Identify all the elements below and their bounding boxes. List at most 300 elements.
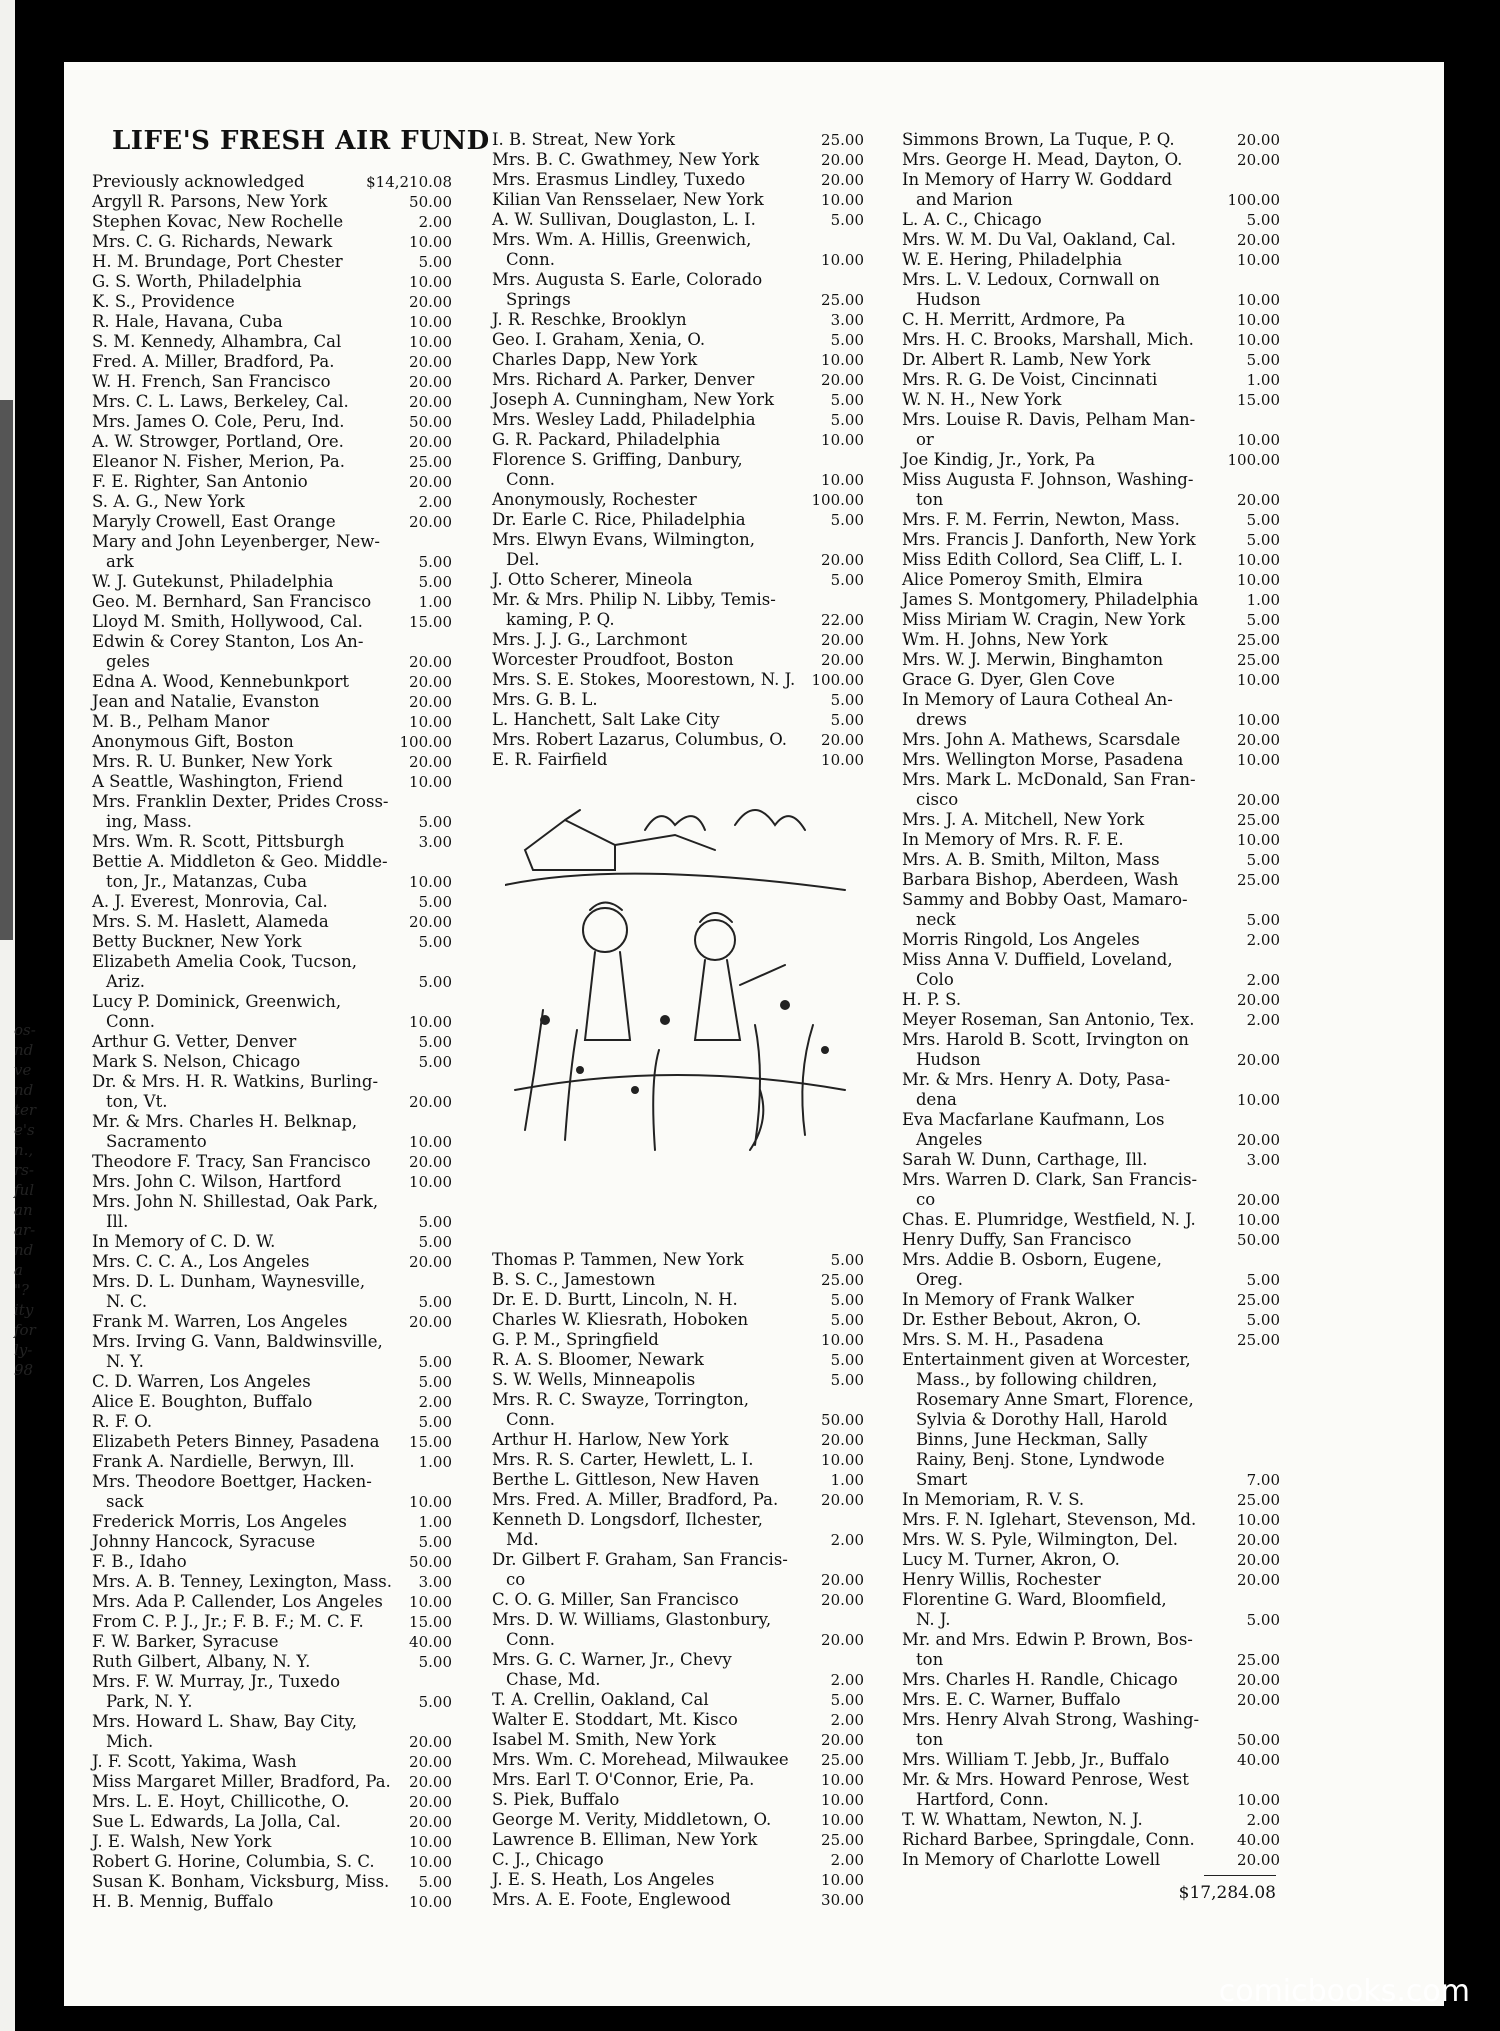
donation-amount: 5.00 — [1246, 1271, 1280, 1289]
donation-amount: 10.00 — [821, 251, 864, 269]
donation-amount: 20.00 — [1237, 231, 1280, 249]
donor-name: Mrs. Howard L. Shaw, Bay City, — [92, 1712, 358, 1731]
donation-amount: 2.00 — [1246, 971, 1280, 989]
donor-name: ton, Jr., Matanzas, Cuba — [106, 872, 308, 891]
donation-amount: 5.00 — [830, 711, 864, 729]
donor-row — [92, 1392, 452, 1412]
donor-row — [92, 192, 452, 212]
donor-name: Mrs. Ada P. Callender, Los Angeles — [92, 1592, 383, 1611]
donor-name: Mrs. Franklin Dexter, Prides Cross- — [92, 792, 389, 811]
donor-row — [492, 590, 864, 610]
donor-name: H. P. S. — [902, 990, 962, 1009]
donor-name: G. P. M., Springfield — [492, 1330, 659, 1349]
donor-name: Conn. — [506, 250, 556, 269]
donor-row — [92, 1672, 452, 1692]
donor-row — [492, 190, 864, 210]
donor-name: Hudson — [916, 290, 981, 309]
donor-row — [492, 1370, 864, 1390]
donation-amount: 30.00 — [821, 1891, 864, 1909]
donor-name: and Marion — [916, 190, 1013, 209]
donor-name: Walter E. Stoddart, Mt. Kisco — [492, 1710, 738, 1729]
donor-name: I. B. Streat, New York — [492, 130, 676, 149]
donor-row — [902, 910, 1280, 930]
donor-row — [902, 310, 1280, 330]
donor-row — [902, 890, 1280, 910]
donation-amount: 10.00 — [409, 1173, 452, 1191]
donor-name: Mrs. G. B. L. — [492, 690, 598, 709]
donation-amount: 5.00 — [1246, 211, 1280, 229]
donation-amount: 5.00 — [418, 1693, 452, 1711]
donation-amount: 10.00 — [409, 333, 452, 351]
donor-row — [92, 752, 452, 772]
donor-row — [92, 1172, 452, 1192]
donor-row — [492, 1530, 864, 1550]
donation-amount: 20.00 — [821, 1731, 864, 1749]
donation-amount: 5.00 — [1246, 351, 1280, 369]
donor-row — [92, 1352, 452, 1372]
adjacent-text-fragment: a — [14, 1261, 23, 1279]
donation-amount: 5.00 — [418, 813, 452, 831]
donation-amount: 50.00 — [409, 1553, 452, 1571]
donor-row — [92, 732, 452, 752]
donor-name: W. J. Gutekunst, Philadelphia — [92, 572, 334, 591]
donor-row — [492, 570, 864, 590]
adjacent-text-fragment: 98 — [14, 1361, 34, 1379]
donor-name: Chase, Md. — [506, 1670, 601, 1689]
donor-name: Sylvia & Dorothy Hall, Harold — [916, 1410, 1168, 1429]
donation-amount: 25.00 — [409, 453, 452, 471]
donor-name: Sacramento — [106, 1132, 207, 1151]
donor-name: A. W. Sullivan, Douglaston, L. I. — [492, 210, 756, 229]
donor-name: Mrs. W. M. Du Val, Oakland, Cal. — [902, 230, 1176, 249]
donor-name: Miss Augusta F. Johnson, Washing- — [902, 470, 1194, 489]
donor-name: Sue L. Edwards, La Jolla, Cal. — [92, 1812, 341, 1831]
donation-amount: 10.00 — [1237, 831, 1280, 849]
donor-name: Frederick Morris, Los Angeles — [92, 1512, 347, 1531]
donor-name: Mr. and Mrs. Edwin P. Brown, Bos- — [902, 1630, 1193, 1649]
donation-amount: 20.00 — [1237, 1051, 1280, 1069]
donation-amount: 20.00 — [821, 1591, 864, 1609]
donor-row — [902, 870, 1280, 890]
donor-row — [492, 1390, 864, 1410]
donor-name: Mrs. John C. Wilson, Hartford — [92, 1172, 342, 1191]
donation-amount: 10.00 — [1237, 1211, 1280, 1229]
donor-row — [902, 350, 1280, 370]
donor-row — [492, 350, 864, 370]
donor-name: Theodore F. Tracy, San Francisco — [92, 1152, 371, 1171]
donor-name: A. W. Strowger, Portland, Ore. — [92, 432, 344, 451]
donation-amount: 15.00 — [409, 613, 452, 631]
donation-amount: 5.00 — [830, 1311, 864, 1329]
donor-row — [902, 150, 1280, 170]
donor-row — [492, 1750, 864, 1770]
donation-amount: 20.00 — [821, 171, 864, 189]
donation-amount: 5.00 — [830, 411, 864, 429]
donation-amount: 10.00 — [1237, 1091, 1280, 1109]
donation-amount: 5.00 — [830, 1351, 864, 1369]
donor-row — [492, 1450, 864, 1470]
donation-amount: 2.00 — [830, 1711, 864, 1729]
donor-row — [492, 690, 864, 710]
donor-row — [492, 1690, 864, 1710]
donor-row — [902, 430, 1280, 450]
donor-name: R. F. O. — [92, 1412, 153, 1431]
donation-amount: 22.00 — [821, 611, 864, 629]
donation-amount: 5.00 — [1246, 531, 1280, 549]
donor-row — [902, 850, 1280, 870]
adjacent-text-fragment: ar- — [14, 1221, 36, 1239]
donor-name: N. C. — [106, 1292, 148, 1311]
donor-name: Mrs. F. N. Iglehart, Stevenson, Md. — [902, 1510, 1197, 1529]
donor-row — [902, 1810, 1280, 1830]
donor-name: neck — [916, 910, 956, 929]
donor-name: J. E. Walsh, New York — [92, 1832, 272, 1851]
donation-amount: 20.00 — [409, 473, 452, 491]
donor-name: Mrs. Wm. R. Scott, Pittsburgh — [92, 832, 345, 851]
donor-name: Mark S. Nelson, Chicago — [92, 1052, 301, 1071]
donor-name: L. Hanchett, Salt Lake City — [492, 710, 720, 729]
donation-amount: 50.00 — [821, 1411, 864, 1429]
donation-amount: 20.00 — [1237, 1191, 1280, 1209]
donor-name: Mrs. H. C. Brooks, Marshall, Mich. — [902, 330, 1194, 349]
donor-name: F. E. Righter, San Antonio — [92, 472, 308, 491]
donation-amount: 100.00 — [811, 671, 864, 689]
donation-amount: 15.00 — [1237, 391, 1280, 409]
donation-amount: 3.00 — [1246, 1151, 1280, 1169]
donor-column-2-top — [492, 130, 864, 770]
donor-name: Barbara Bishop, Aberdeen, Wash — [902, 870, 1179, 889]
donor-column-2-bottom — [492, 1250, 864, 1910]
donor-name: Stephen Kovac, New Rochelle — [92, 212, 344, 231]
donor-name: Kenneth D. Longsdorf, Ilchester, — [492, 1510, 763, 1529]
donor-row — [902, 790, 1280, 810]
donor-row — [92, 472, 452, 492]
donor-name: Bettie A. Middleton & Geo. Middle- — [92, 852, 388, 871]
donation-amount: 10.00 — [409, 1593, 452, 1611]
donation-amount: 40.00 — [1237, 1831, 1280, 1849]
donor-name: Elizabeth Peters Binney, Pasadena — [92, 1432, 380, 1451]
donor-name: W. H. French, San Francisco — [92, 372, 331, 391]
donor-name: Mrs. R. C. Swayze, Torrington, — [492, 1390, 750, 1409]
donor-row — [902, 1330, 1280, 1350]
donor-row — [492, 470, 864, 490]
donation-amount: 5.00 — [418, 1533, 452, 1551]
donation-amount: 1.00 — [1246, 591, 1280, 609]
donor-name: Mrs. Wellington Morse, Pasadena — [902, 750, 1184, 769]
donor-row — [92, 1532, 452, 1552]
donor-name: In Memory of Frank Walker — [902, 1290, 1134, 1309]
donation-amount: 20.00 — [1237, 1691, 1280, 1709]
donor-name: Alice E. Boughton, Buffalo — [92, 1392, 313, 1411]
donation-amount: 3.00 — [830, 311, 864, 329]
donor-row — [902, 610, 1280, 630]
donor-row — [92, 1712, 452, 1732]
donor-row — [492, 1790, 864, 1810]
donor-name: geles — [106, 652, 150, 671]
donor-row — [492, 1410, 864, 1430]
donor-row — [492, 490, 864, 510]
donor-name: Mrs. Wm. A. Hillis, Greenwich, — [492, 230, 752, 249]
donation-amount: 20.00 — [821, 631, 864, 649]
donor-name: K. S., Providence — [92, 292, 235, 311]
donation-amount: 40.00 — [1237, 1751, 1280, 1769]
donor-name: Mrs. R. S. Carter, Hewlett, L. I. — [492, 1450, 754, 1469]
donor-name: H. M. Brundage, Port Chester — [92, 252, 343, 271]
donor-name: W. E. Hering, Philadelphia — [902, 250, 1123, 269]
donor-name: C. D. Warren, Los Angeles — [92, 1372, 311, 1391]
donation-amount: 10.00 — [409, 1493, 452, 1511]
donation-amount: 5.00 — [1246, 1311, 1280, 1329]
donation-amount: 15.00 — [409, 1433, 452, 1451]
donor-name: Mrs. Augusta S. Earle, Colorado — [492, 270, 763, 289]
donor-row — [902, 1410, 1280, 1430]
donation-amount: 5.00 — [418, 933, 452, 951]
donor-name: Entertainment given at Worcester, — [902, 1350, 1191, 1369]
donor-row — [492, 170, 864, 190]
donor-name: Mrs. A. B. Smith, Milton, Mass — [902, 850, 1160, 869]
donation-amount: 3.00 — [418, 1573, 452, 1591]
donor-name: Dr. Earle C. Rice, Philadelphia — [492, 510, 746, 529]
donor-name: Mrs. J. A. Mitchell, New York — [902, 810, 1145, 829]
donor-name: Mrs. F. M. Ferrin, Newton, Mass. — [902, 510, 1180, 529]
donor-name: Mrs. Henry Alvah Strong, Washing- — [902, 1710, 1200, 1729]
donor-row — [902, 750, 1280, 770]
donation-amount: 50.00 — [1237, 1731, 1280, 1749]
donor-row — [902, 830, 1280, 850]
donor-row — [92, 1092, 452, 1112]
donation-amount: 25.00 — [821, 1831, 864, 1849]
donation-amount: 20.00 — [1237, 991, 1280, 1009]
donation-amount: 25.00 — [821, 1751, 864, 1769]
donor-row — [902, 1250, 1280, 1270]
donor-name: Mrs. R. U. Bunker, New York — [92, 752, 333, 771]
donor-row — [92, 1772, 452, 1792]
donor-name: ton, Vt. — [106, 1092, 168, 1111]
donor-name: Maryly Crowell, East Orange — [92, 512, 336, 531]
donor-row — [92, 1652, 452, 1672]
donor-row — [92, 1372, 452, 1392]
donor-name: A. J. Everest, Monrovia, Cal. — [92, 892, 328, 911]
donor-row — [902, 1730, 1280, 1750]
donor-name: Mrs. L. V. Ledoux, Cornwall on — [902, 270, 1160, 289]
donation-amount: 10.00 — [409, 773, 452, 791]
donation-amount: 25.00 — [1237, 1331, 1280, 1349]
donor-name: Mrs. Fred. A. Miller, Bradford, Pa. — [492, 1490, 779, 1509]
donation-amount: 10.00 — [1237, 751, 1280, 769]
donor-row — [902, 1650, 1280, 1670]
donor-name: In Memory of Mrs. R. F. E. — [902, 830, 1124, 849]
donor-name: W. N. H., New York — [902, 390, 1062, 409]
donor-row — [92, 1572, 452, 1592]
donor-row — [492, 1490, 864, 1510]
donor-name: Mrs. Elwyn Evans, Wilmington, — [492, 530, 755, 549]
donor-row — [902, 210, 1280, 230]
donor-row — [902, 1770, 1280, 1790]
donor-name: A Seattle, Washington, Friend — [92, 772, 344, 791]
donor-row — [92, 712, 452, 732]
donor-name: Mich. — [106, 1732, 154, 1751]
donor-row — [92, 1232, 452, 1252]
donation-amount: 20.00 — [821, 551, 864, 569]
donation-amount: 25.00 — [1237, 631, 1280, 649]
donor-row — [92, 412, 452, 432]
donor-row — [902, 1710, 1280, 1730]
donation-amount: 5.00 — [1246, 511, 1280, 529]
donation-amount: 5.00 — [830, 511, 864, 529]
donor-name: Miss Miriam W. Cragin, New York — [902, 610, 1186, 629]
adjacent-text-fragment: ity — [14, 1301, 34, 1319]
donation-amount: 5.00 — [418, 573, 452, 591]
donor-row — [902, 1110, 1280, 1130]
donor-name: Mrs. C. C. A., Los Angeles — [92, 1252, 310, 1271]
donor-name: Mrs. Wm. C. Morehead, Milwaukee — [492, 1750, 789, 1769]
donor-row — [902, 1350, 1280, 1370]
donor-name: Mary and John Leyenberger, New- — [92, 532, 380, 551]
children-in-meadow-illustration — [505, 790, 855, 1160]
donor-row — [492, 430, 864, 450]
donor-name: Colo — [916, 970, 954, 989]
donor-name: Lucy P. Dominick, Greenwich, — [92, 992, 342, 1011]
donor-row — [492, 650, 864, 670]
donor-name: J. E. S. Heath, Los Angeles — [492, 1870, 715, 1889]
donor-row — [92, 692, 452, 712]
donor-name: Ariz. — [106, 972, 146, 991]
donor-name: Mrs. S. M. Haslett, Alameda — [92, 912, 329, 931]
donor-name: Angeles — [916, 1130, 983, 1149]
watermark: comicbooks.com — [1218, 1974, 1470, 2009]
donation-amount: 5.00 — [830, 571, 864, 589]
donation-amount: 20.00 — [1237, 791, 1280, 809]
adjacent-text-fragment: rs- — [14, 1161, 34, 1179]
donor-row — [492, 1730, 864, 1750]
donor-name: Rainy, Benj. Stone, Lyndwode — [916, 1450, 1165, 1469]
donor-row — [902, 770, 1280, 790]
donation-amount: 20.00 — [409, 1093, 452, 1111]
donor-row — [492, 1890, 864, 1910]
donor-row — [902, 1610, 1280, 1630]
donor-row — [492, 1470, 864, 1490]
donor-row — [92, 1152, 452, 1172]
donor-name: Mrs. James O. Cole, Peru, Ind. — [92, 412, 345, 431]
donation-amount: 10.00 — [409, 1013, 452, 1031]
donor-name: In Memory of Laura Cotheal An- — [902, 690, 1173, 709]
donation-amount: 5.00 — [418, 1873, 452, 1891]
donation-amount: 25.00 — [821, 131, 864, 149]
donation-amount: 5.00 — [830, 1251, 864, 1269]
donor-row — [92, 232, 452, 252]
donation-amount: 5.00 — [418, 553, 452, 571]
donor-row — [902, 370, 1280, 390]
donor-name: Mrs. Mark L. McDonald, San Fran- — [902, 770, 1196, 789]
donor-name: L. A. C., Chicago — [902, 210, 1042, 229]
donor-name: Thomas P. Tammen, New York — [492, 1250, 744, 1269]
donor-name: Oreg. — [916, 1270, 963, 1289]
donor-row — [902, 710, 1280, 730]
donor-row — [92, 1792, 452, 1812]
adjacent-text-fragment: ly- — [14, 1341, 33, 1359]
donor-name: J. Otto Scherer, Mineola — [492, 570, 693, 589]
donation-amount: 20.00 — [1237, 1131, 1280, 1149]
donor-row — [902, 1490, 1280, 1510]
donation-amount: 5.00 — [418, 1233, 452, 1251]
donor-row — [492, 1550, 864, 1570]
donor-row — [902, 550, 1280, 570]
donor-row — [492, 670, 864, 690]
donor-name: ton — [916, 490, 944, 509]
donor-row — [902, 730, 1280, 750]
donation-amount: 10.00 — [1237, 431, 1280, 449]
donor-row — [492, 1670, 864, 1690]
donor-name: Frank A. Nardielle, Berwyn, Ill. — [92, 1452, 355, 1471]
donor-row — [92, 632, 452, 652]
donor-name: ark — [106, 552, 134, 571]
donor-row — [492, 630, 864, 650]
donation-amount: 20.00 — [409, 1813, 452, 1831]
donation-amount: 25.00 — [1237, 1291, 1280, 1309]
donor-name: G. S. Worth, Philadelphia — [92, 272, 302, 291]
donor-row — [492, 330, 864, 350]
donor-row — [902, 1790, 1280, 1810]
donor-name: Ill. — [106, 1212, 129, 1231]
donor-row — [902, 1210, 1280, 1230]
donor-name: Binns, June Heckman, Sally — [916, 1430, 1148, 1449]
donation-amount: 20.00 — [409, 293, 452, 311]
donation-amount: 10.00 — [1237, 551, 1280, 569]
donation-amount: 2.00 — [1246, 1011, 1280, 1029]
donation-amount: 20.00 — [1237, 491, 1280, 509]
donor-name: Sarah W. Dunn, Carthage, Ill. — [902, 1150, 1148, 1169]
donor-row — [92, 932, 452, 952]
donor-row — [492, 150, 864, 170]
donation-amount: 20.00 — [409, 1733, 452, 1751]
donor-row — [92, 1752, 452, 1772]
donor-row — [92, 912, 452, 932]
donor-name: Dr. & Mrs. H. R. Watkins, Burling- — [92, 1072, 379, 1091]
donation-amount: 5.00 — [418, 1293, 452, 1311]
donation-amount: 5.00 — [418, 253, 452, 271]
donation-amount: 20.00 — [821, 151, 864, 169]
donor-row — [902, 250, 1280, 270]
donor-row — [902, 990, 1280, 1010]
donor-name: sack — [106, 1492, 144, 1511]
donation-amount: 5.00 — [418, 1053, 452, 1071]
donor-row — [92, 572, 452, 592]
donor-name: Florentine G. Ward, Bloomfield, — [902, 1590, 1167, 1609]
donor-name: Mrs. L. E. Hoyt, Chillicothe, O. — [92, 1792, 350, 1811]
donation-amount: 25.00 — [821, 291, 864, 309]
donor-name: In Memoriam, R. V. S. — [902, 1490, 1085, 1509]
donor-row — [902, 1430, 1280, 1450]
donor-name: T. A. Crellin, Oakland, Cal — [492, 1690, 709, 1709]
donor-row — [902, 1290, 1280, 1310]
donor-row — [92, 1072, 452, 1092]
donor-row — [492, 1710, 864, 1730]
donor-row — [902, 530, 1280, 550]
donor-name: In Memory of C. D. W. — [92, 1232, 276, 1251]
donor-row — [902, 1850, 1280, 1870]
donor-name: Robert G. Horine, Columbia, S. C. — [92, 1852, 375, 1871]
donation-amount: 100.00 — [1227, 451, 1280, 469]
donation-amount: 20.00 — [1237, 1551, 1280, 1569]
donation-amount: 40.00 — [409, 1633, 452, 1651]
adjacent-text-fragment: an — [14, 1201, 33, 1219]
adjacent-page-text — [14, 1020, 36, 1380]
donation-amount: 5.00 — [418, 1353, 452, 1371]
donation-amount: 10.00 — [1237, 571, 1280, 589]
donor-name: F. W. Barker, Syracuse — [92, 1632, 279, 1651]
donation-amount: 5.00 — [1246, 911, 1280, 929]
donation-amount: 5.00 — [418, 1653, 452, 1671]
